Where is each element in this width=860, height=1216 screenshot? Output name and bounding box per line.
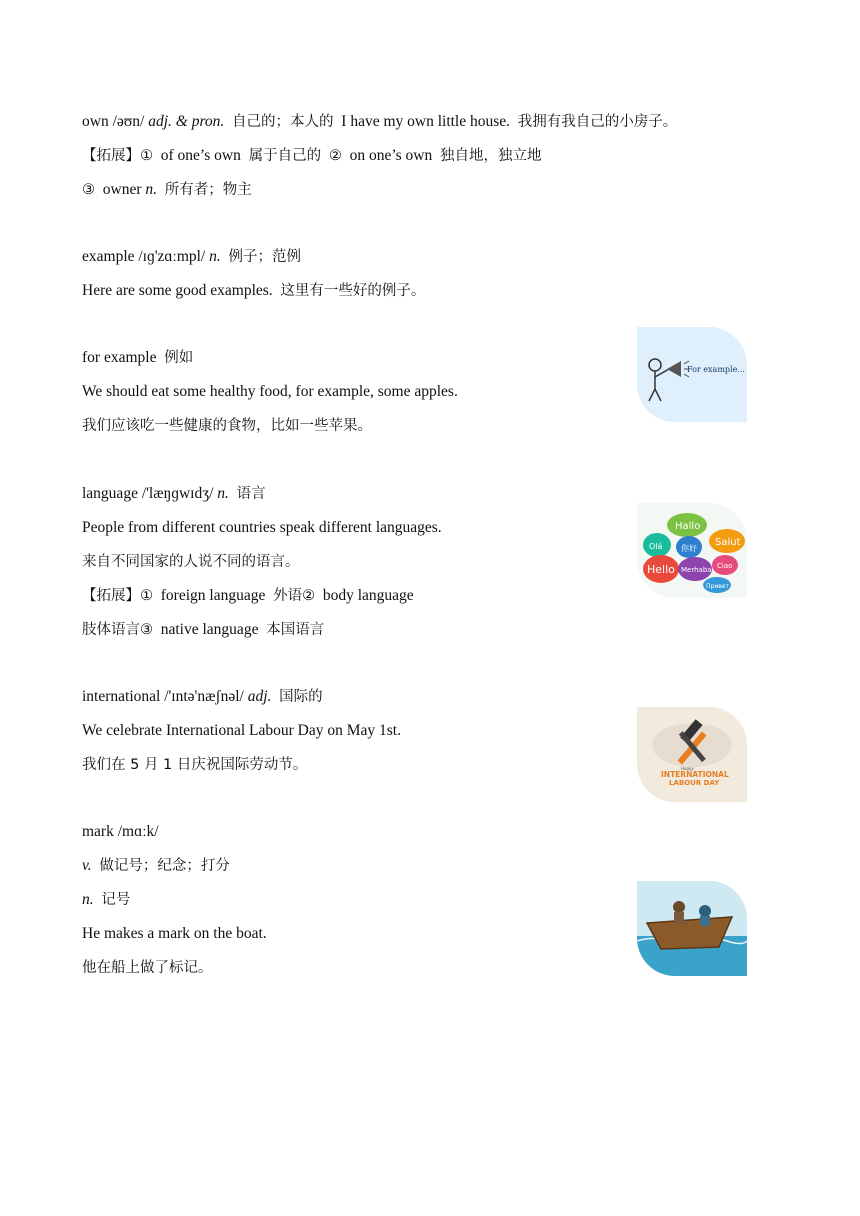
number-mark: ③: [82, 182, 95, 198]
mark-line-1: [82, 822, 159, 842]
example-sentence: We should eat some healthy food, for example, some apples.: [82, 383, 458, 400]
labour-line-1: INTERNATIONAL: [661, 770, 729, 779]
pos-label: n.: [217, 485, 229, 502]
bubble-text: Ciao: [717, 562, 733, 570]
labour-line-2: LABOUR DAY: [669, 779, 720, 787]
translation: 我们在 5 月 1 日庆祝国际劳动节。: [82, 757, 308, 773]
own-line-3: [82, 180, 252, 200]
language-line-1: [82, 484, 266, 504]
language-line-3: [82, 552, 300, 572]
own-line-2: [82, 146, 542, 166]
pos-label: n.: [145, 181, 157, 198]
bubble-text: Привет: [706, 583, 729, 590]
meaning: 记号: [101, 892, 131, 908]
language-line-5: [82, 620, 324, 640]
translation: 他在船上做了标记。: [82, 960, 213, 976]
language-line-4: [82, 586, 414, 606]
example-sentence: I have my own little house.: [341, 113, 511, 130]
hammer-wrench-icon: [637, 707, 747, 802]
bubble-text: Salut: [715, 537, 741, 548]
number-mark: ②: [328, 148, 342, 164]
language-line-2: [82, 518, 442, 538]
for-example-line-2: [82, 382, 458, 402]
meaning: 本国语言: [266, 622, 325, 638]
bubble-text: Hello: [647, 563, 675, 576]
example-sentence: People from different countries speak different languages.: [82, 519, 442, 536]
mark-line-5: [82, 958, 213, 978]
meaning: 肢体语言③: [82, 622, 153, 638]
meaning: 独自地，独立地: [440, 148, 542, 164]
for-example-line-3: [82, 416, 372, 436]
example-sentence: We celebrate International Labour Day on May 1st.: [82, 722, 401, 739]
meaning: 例如: [164, 350, 194, 366]
word-mark: mark /mɑːk/: [82, 823, 159, 840]
phrase: native language: [160, 621, 259, 638]
word-example: example /ɪɡ'zɑːmpl/: [82, 248, 210, 265]
language-image: [637, 503, 747, 598]
meaning: 国际的: [279, 689, 323, 705]
phrase-for-example: for example: [82, 349, 157, 366]
phrase: body language: [322, 587, 414, 604]
bubble-text: Merhaba: [681, 566, 712, 574]
pos-label: v.: [82, 857, 92, 874]
boat-image: [637, 881, 747, 976]
mark-line-4: [82, 924, 267, 944]
meaning: 自己的；本人的: [232, 114, 334, 130]
image-caption: For example...: [687, 365, 745, 374]
example-sentence: He makes a mark on the boat.: [82, 925, 267, 942]
boat-icon: [637, 881, 747, 976]
translation: 我拥有我自己的小房子。: [517, 114, 678, 130]
translation: 这里有一些好的例子。: [280, 283, 426, 299]
meaning: 所有者；物主: [164, 182, 252, 198]
example-line-2: [82, 281, 425, 301]
meaning: 语言: [236, 486, 266, 502]
international-line-1: [82, 687, 323, 707]
pos-label: adj. & pron.: [148, 113, 225, 130]
for-example-image: [637, 327, 747, 422]
word-international: international /'ɪntə'næʃnəl/: [82, 688, 248, 705]
extension-tag: 【拓展】①: [82, 588, 153, 604]
mark-line-3: [82, 890, 130, 910]
example-sentence: Here are some good examples.: [82, 282, 273, 299]
labour-day-image: [637, 707, 747, 802]
meaning: 做记号；纪念；打分: [99, 858, 230, 874]
phrase: of one’s own: [160, 147, 241, 164]
for-example-line-1: [82, 348, 193, 368]
meaning: 属于自己的: [248, 148, 322, 164]
word-own: own /əʊn/: [82, 113, 149, 130]
international-line-2: [82, 721, 401, 741]
pos-label: adj.: [247, 688, 272, 705]
own-line-1: [82, 112, 677, 132]
international-line-3: [82, 755, 307, 775]
pos-label: n.: [209, 248, 221, 265]
meaning: 外语②: [273, 588, 316, 604]
speaking-figure-icon: [637, 327, 747, 422]
phrase: foreign language: [160, 587, 266, 604]
bubble-text: Olá: [649, 542, 663, 551]
labour-small-text: Happy: [681, 766, 694, 771]
meaning: 例子；范例: [228, 249, 301, 265]
translation: 我们应该吃一些健康的食物，比如一些苹果。: [82, 418, 372, 434]
bubble-text: 你好: [681, 544, 697, 553]
bubble-text: Hallo: [675, 521, 701, 532]
greeting-bubbles-icon: [637, 503, 747, 598]
word-language: language /'læŋɡwɪdʒ/: [82, 485, 218, 502]
mark-line-2: [82, 856, 230, 876]
pos-label: n.: [82, 891, 94, 908]
example-line-1: [82, 247, 301, 267]
extension-tag: 【拓展】①: [82, 148, 153, 164]
word-owner: owner: [102, 181, 142, 198]
phrase: on one’s own: [349, 147, 433, 164]
translation: 来自不同国家的人说不同的语言。: [82, 554, 300, 570]
